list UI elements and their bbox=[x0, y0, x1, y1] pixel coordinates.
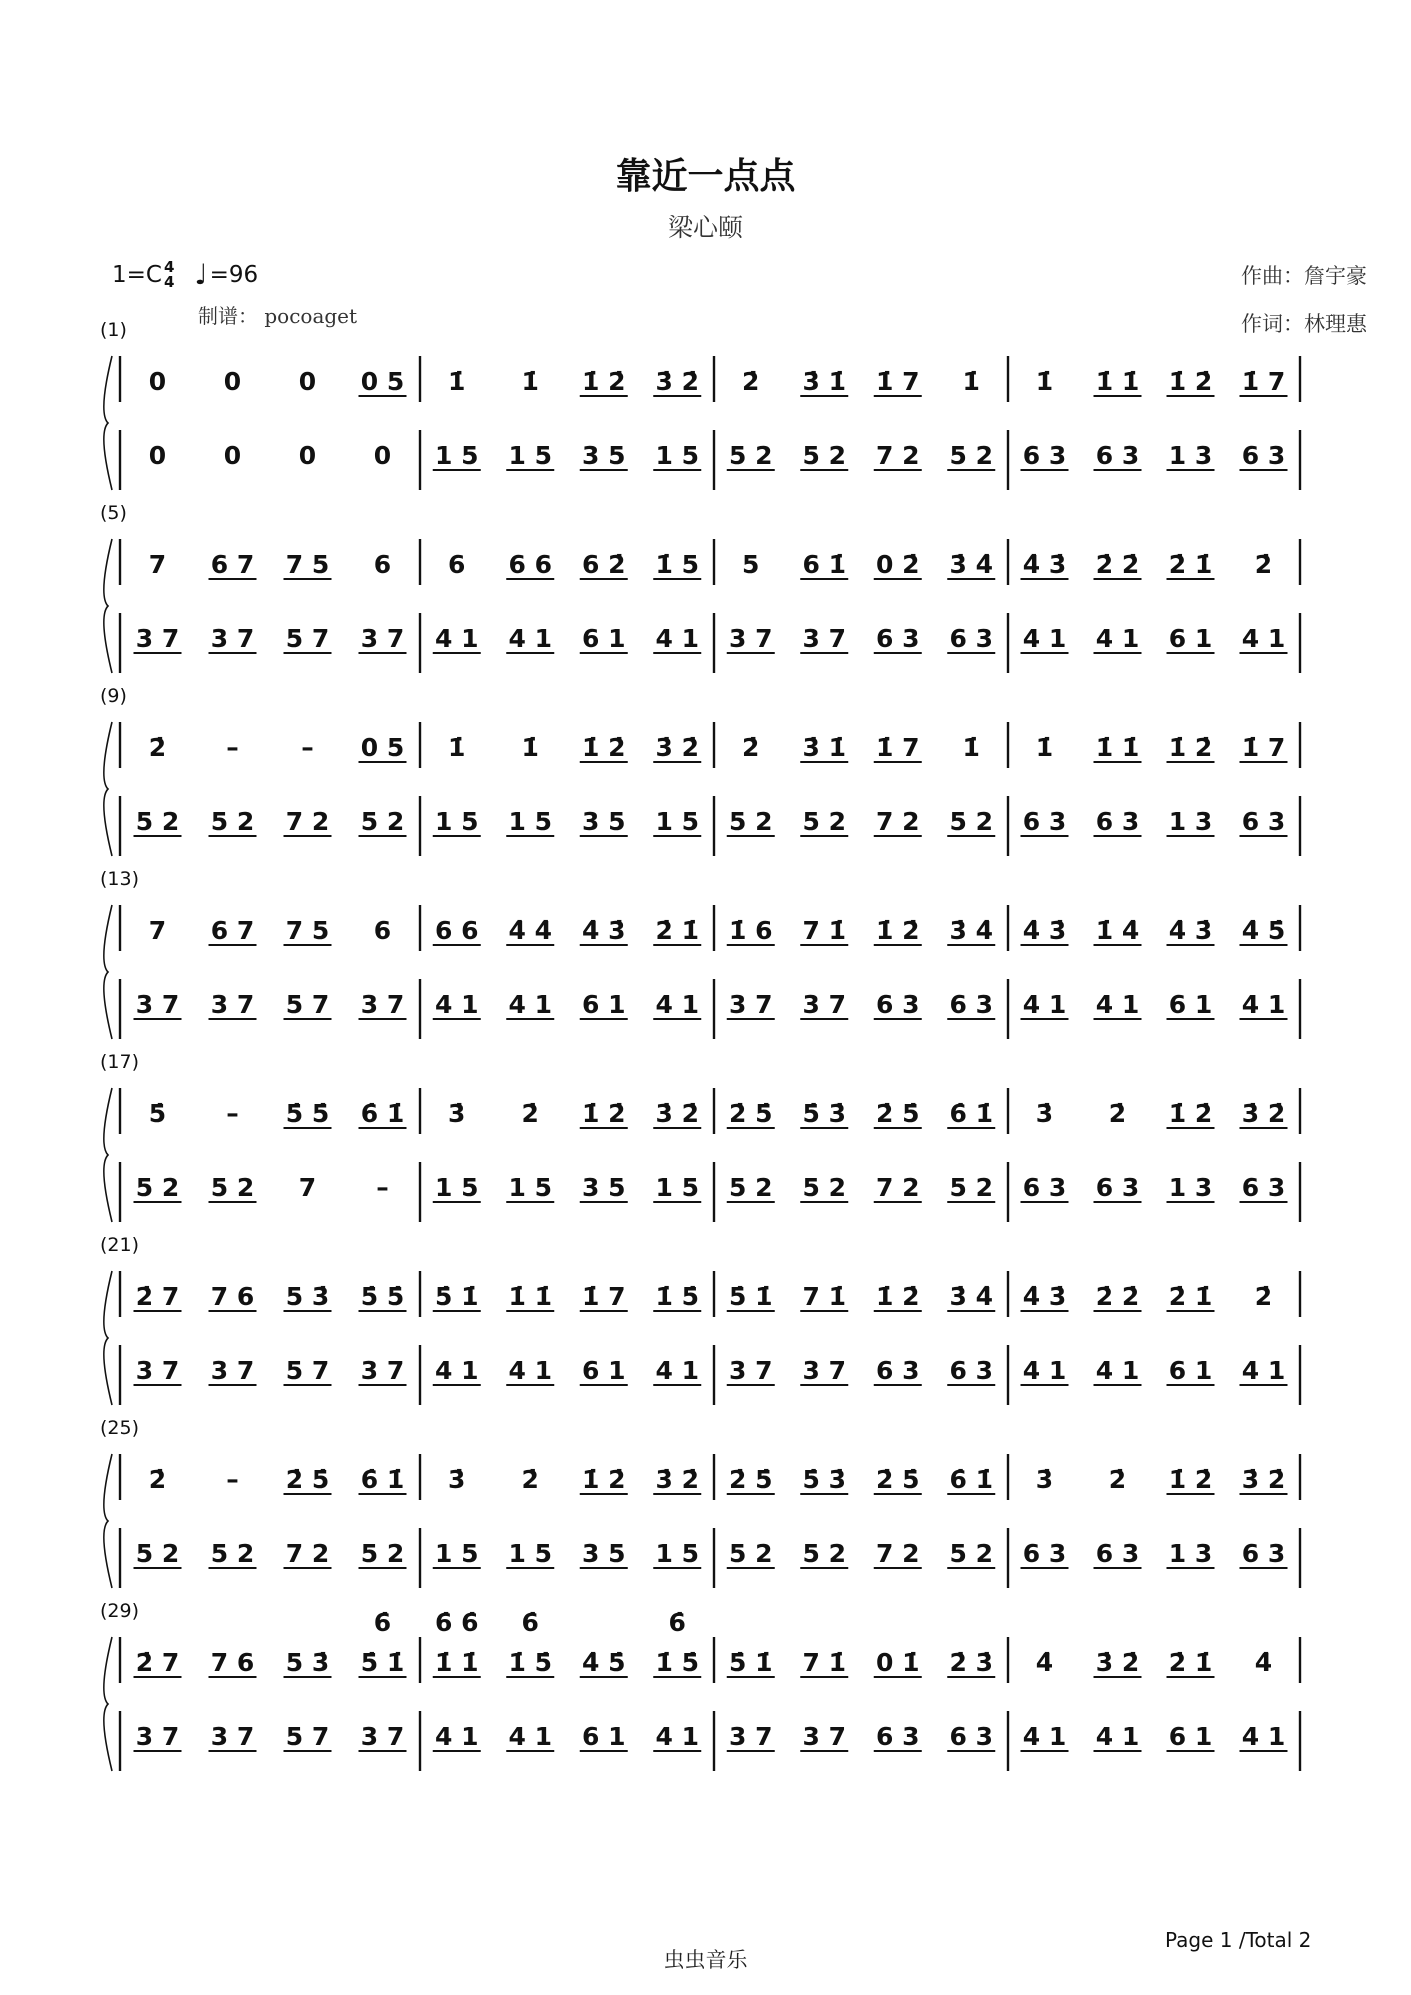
system-brace bbox=[104, 539, 112, 673]
note-group: 3 7 bbox=[360, 624, 405, 653]
note-group: 6 3 bbox=[1241, 807, 1286, 836]
note-group: 5̇ 1̇ bbox=[729, 1282, 773, 1311]
note-group: 6 3 bbox=[949, 990, 993, 1019]
note-group: 1̇ 7 bbox=[582, 1282, 626, 1311]
time-signature-bottom: 4 bbox=[163, 272, 175, 291]
note-group: 1̇ 7 bbox=[1241, 733, 1286, 762]
note-group: 1 5 bbox=[508, 807, 552, 836]
note-group: 3̇ bbox=[1035, 1465, 1054, 1494]
note-group: 5̇ 1̇ bbox=[435, 1282, 479, 1311]
note-group: 4 1 bbox=[508, 624, 552, 653]
tempo-value: =96 bbox=[209, 261, 259, 288]
note-group: 2̇ 1̇ bbox=[1168, 550, 1213, 579]
note-group: 4 1 bbox=[508, 1722, 552, 1751]
note-group: 1 5 bbox=[655, 1539, 699, 1568]
note-group: 1̇ bbox=[448, 367, 466, 396]
note-group: 6 6 bbox=[508, 550, 552, 579]
note-group: 0 bbox=[223, 367, 242, 396]
note-group: 6 bbox=[373, 916, 392, 945]
note-group: 1̇ 1̇ bbox=[435, 1648, 479, 1677]
note-group: 7 2 bbox=[876, 441, 920, 470]
note-group: 7 1̇ bbox=[802, 916, 846, 945]
note-group: 3 5 bbox=[582, 807, 626, 836]
note-group: 2̇ bbox=[521, 1465, 539, 1494]
note-group: 7 2 bbox=[285, 1539, 330, 1568]
note-group: 5 2 bbox=[360, 807, 405, 836]
note-group: 5 2 bbox=[802, 1539, 846, 1568]
note-group: 2̇ bbox=[1254, 550, 1273, 579]
note-group: 6 6 bbox=[435, 916, 479, 945]
footer-brand: 虫虫音乐 bbox=[663, 1948, 748, 1972]
note-group: 1̇ 7 bbox=[1241, 367, 1286, 396]
note-group: 3 7 bbox=[135, 1356, 180, 1385]
note-group: 1 3 bbox=[1168, 1539, 1213, 1568]
note-group: 1̇ bbox=[521, 733, 539, 762]
note-group: 3̇ 1̇ bbox=[802, 733, 846, 762]
note-group: 5 2 bbox=[802, 1173, 846, 1202]
measure-number: (29) bbox=[100, 1600, 140, 1622]
note-group: 3 7 bbox=[802, 1356, 846, 1385]
note-group: 4̇ 5̇ bbox=[582, 1648, 626, 1677]
note-group: 6 3 bbox=[1022, 1173, 1067, 1202]
note-group: 2̇ 5̇ bbox=[729, 1099, 773, 1128]
note-group: 3 7 bbox=[210, 1722, 255, 1751]
note-group: 4̇ 3̇ bbox=[1168, 916, 1213, 945]
note-group: 1̇ 1̇ bbox=[1095, 367, 1140, 396]
note-group: 7 bbox=[298, 1173, 317, 1202]
note-group: 3 7 bbox=[210, 1356, 255, 1385]
note-group: 4 1 bbox=[508, 1356, 552, 1385]
note-group: 1 5 bbox=[508, 1173, 552, 1202]
measure-number: (13) bbox=[100, 868, 140, 890]
note-group: 7 1̇ bbox=[802, 1282, 846, 1311]
note-group: 4 1 bbox=[1022, 1356, 1067, 1385]
arranger-label: 制谱： bbox=[198, 304, 258, 328]
note-group: 2̇ 2̇ bbox=[1095, 1282, 1140, 1311]
note-group: 4 1 bbox=[1241, 1356, 1286, 1385]
note-group: 4 1 bbox=[435, 624, 479, 653]
page-number: Page 1 /Total 2 bbox=[1165, 1928, 1312, 1952]
note-group: 0 2̇ bbox=[876, 550, 920, 579]
note-group: 5 2 bbox=[360, 1539, 405, 1568]
note-group: 6 1 bbox=[1168, 1356, 1213, 1385]
note-group: 6 bbox=[373, 550, 392, 579]
note-group: 5̇ 5̇ bbox=[360, 1282, 405, 1311]
note-group: 3̇ 1̇ bbox=[802, 367, 846, 396]
note-group: 1̇ bbox=[962, 733, 980, 762]
note-group: 1̇ 2̇ bbox=[876, 916, 920, 945]
note-group: 0 5 bbox=[360, 367, 405, 396]
note-group: 4 1 bbox=[655, 1356, 699, 1385]
note-group: 3 5 bbox=[582, 1539, 626, 1568]
note-group: 1̇ 1̇ bbox=[1095, 733, 1140, 762]
note-group: 1̇ bbox=[1035, 733, 1054, 762]
measure-number: (5) bbox=[100, 502, 127, 524]
note-group: 7 2 bbox=[876, 1539, 920, 1568]
lyricist-credit: 作词：林理惠 bbox=[1241, 312, 1367, 336]
note-group: 2̇ bbox=[521, 1099, 539, 1128]
note-group: 1 5 bbox=[655, 807, 699, 836]
note-group: 3̇ 2̇ bbox=[655, 1099, 699, 1128]
note-group: 1 3 bbox=[1168, 1173, 1213, 1202]
note-group: 1 3 bbox=[1168, 441, 1213, 470]
note-group: 3̇ 2̇ bbox=[655, 733, 699, 762]
note-group: 3 7 bbox=[729, 990, 773, 1019]
note-group: 5 2 bbox=[210, 1173, 255, 1202]
note-group: 5 7 bbox=[285, 624, 330, 653]
note-group: 2̇ 5̇ bbox=[729, 1465, 773, 1494]
note-group: 3̇ bbox=[1035, 1099, 1054, 1128]
note-group: 3 5 bbox=[582, 1173, 626, 1202]
note-group: 3̇ 4̇ bbox=[949, 550, 993, 579]
quarter-note-icon: ♩ bbox=[194, 258, 208, 291]
note-group: 1 5 bbox=[508, 1539, 552, 1568]
note-group: 5 7 bbox=[285, 990, 330, 1019]
note-group: 2̇ 7 bbox=[135, 1648, 180, 1677]
note-group: 2̇ 1̇ bbox=[1168, 1282, 1213, 1311]
note-group: 5 3̇ bbox=[285, 1282, 330, 1311]
note-group: 2̇ 7 bbox=[135, 1282, 180, 1311]
note-group: 6 2̇ bbox=[582, 550, 626, 579]
note-group: 7 2 bbox=[285, 807, 330, 836]
note-group: 6 3 bbox=[1241, 1173, 1286, 1202]
note-group: 3 7 bbox=[802, 1722, 846, 1751]
note-group: 3 7 bbox=[802, 624, 846, 653]
note-group: 7 bbox=[148, 916, 167, 945]
note-group: 2̇ bbox=[1108, 1099, 1127, 1128]
note-group: 1̇ 2̇ bbox=[582, 1465, 626, 1494]
note-group: 3̇ 4̇ bbox=[949, 916, 993, 945]
note-group: 5 2 bbox=[729, 441, 773, 470]
note-group: 3 7 bbox=[360, 1722, 405, 1751]
note-group: 7 bbox=[148, 550, 167, 579]
measure-number: (21) bbox=[100, 1234, 140, 1256]
note-group: 3̇ 4̇ bbox=[949, 1282, 993, 1311]
note-group: 6 7 bbox=[210, 916, 255, 945]
note-group: 4 1 bbox=[435, 1356, 479, 1385]
time-signature-top: 4 bbox=[163, 257, 175, 276]
note-group: 4 1 bbox=[1022, 990, 1067, 1019]
note-group: 4̇ 3̇ bbox=[1022, 1282, 1067, 1311]
note-group: 6̇ 1̇ bbox=[360, 1099, 405, 1128]
note-group: 2̇ 2̇ bbox=[1095, 550, 1140, 579]
note-group: 6 1 bbox=[1168, 990, 1213, 1019]
note-group: 1̇ 2̇ bbox=[1168, 367, 1213, 396]
note-group: 1̇ 1̇ bbox=[508, 1282, 552, 1311]
note-group: 0 1̇ bbox=[876, 1648, 920, 1677]
note-group: 6 3 bbox=[949, 1356, 993, 1385]
note-group: 7 2 bbox=[876, 1173, 920, 1202]
note-group: 6 3 bbox=[949, 1722, 993, 1751]
note-group: 7 5 bbox=[285, 550, 330, 579]
note-group: 3̇ 2̇ bbox=[655, 367, 699, 396]
note-group: 0 bbox=[148, 367, 167, 396]
note-group: 6 3 bbox=[876, 990, 920, 1019]
note-group: 1̇ bbox=[962, 367, 980, 396]
note-group: 1 5 bbox=[435, 807, 479, 836]
note-group: 3 7 bbox=[360, 1356, 405, 1385]
note-group: 5 2 bbox=[729, 1539, 773, 1568]
note-group: 5 2 bbox=[135, 1173, 180, 1202]
arranger-name: pocoaget bbox=[264, 304, 358, 328]
note-group: 3 7 bbox=[729, 1356, 773, 1385]
note-group: 2̇ bbox=[148, 1465, 167, 1494]
note-group: 4̇ 5̇ bbox=[1241, 916, 1286, 945]
note-group: 4 1 bbox=[1022, 1722, 1067, 1751]
note-group: 0 bbox=[223, 441, 242, 470]
note-group: 0 bbox=[148, 441, 167, 470]
note-group: 3̇ bbox=[448, 1099, 466, 1128]
note-group: 4 1 bbox=[1095, 624, 1140, 653]
note-group: 7 2 bbox=[876, 807, 920, 836]
note-group: 3 7 bbox=[729, 1722, 773, 1751]
note-group: 3 7 bbox=[135, 1722, 180, 1751]
note-group: 3 5 bbox=[582, 441, 626, 470]
note-group: 2̇ 1̇ bbox=[655, 916, 699, 945]
note-group: 1̇ 5̇ bbox=[508, 1648, 552, 1677]
note-group: 3 7 bbox=[729, 624, 773, 653]
note-group: 6 1 bbox=[582, 1722, 626, 1751]
note-group: 5 2 bbox=[949, 1539, 993, 1568]
note-group: 6 3 bbox=[1022, 441, 1067, 470]
note-group: 2̇ bbox=[148, 733, 167, 762]
note-group: 1̇ 2̇ bbox=[582, 367, 626, 396]
score-title: 靠近一点点 bbox=[615, 156, 796, 197]
note-group: 2̇ bbox=[1108, 1465, 1127, 1494]
system-brace bbox=[104, 1271, 112, 1405]
note-group: 3 7 bbox=[135, 990, 180, 1019]
note-group: 0 bbox=[373, 441, 392, 470]
note-group: – bbox=[376, 1173, 389, 1202]
note-group: 6 1̇ bbox=[802, 550, 846, 579]
note-group: 5̇ 1̇ bbox=[729, 1648, 773, 1677]
note-group: 6 3 bbox=[1241, 441, 1286, 470]
note-group: 5 2 bbox=[802, 441, 846, 470]
measure-number: (25) bbox=[100, 1417, 140, 1439]
note-group: 5 2 bbox=[210, 1539, 255, 1568]
note-group: 1̇ 2̇ bbox=[876, 1282, 920, 1311]
composer-credit: 作曲：詹宇豪 bbox=[1241, 264, 1367, 288]
note-group: 6 1 bbox=[582, 1356, 626, 1385]
artist-name: 梁心颐 bbox=[667, 213, 743, 242]
note-group: 3 7 bbox=[210, 624, 255, 653]
note-group: 4 1 bbox=[1241, 990, 1286, 1019]
note-group: 2̇ bbox=[742, 367, 760, 396]
note-group: 5̇ 1̇ bbox=[360, 1648, 405, 1677]
note-group: 5 2 bbox=[802, 807, 846, 836]
note-group: 4 1 bbox=[1095, 1356, 1140, 1385]
note-group: 6 3 bbox=[876, 1722, 920, 1751]
note-group: 1̇ 2̇ bbox=[1168, 733, 1213, 762]
note-group: 1̇ bbox=[521, 367, 539, 396]
note-group: 4 1 bbox=[1022, 624, 1067, 653]
note-group: 4 1 bbox=[1095, 990, 1140, 1019]
note-group: 4̇ bbox=[1254, 1648, 1273, 1677]
note-group: 1̇ 2̇ bbox=[1168, 1099, 1213, 1128]
note-group: 3 7 bbox=[802, 990, 846, 1019]
note-group: 5 3̇ bbox=[285, 1648, 330, 1677]
system-brace bbox=[104, 1454, 112, 1588]
note-group: 5̇ 5̇ bbox=[285, 1099, 330, 1128]
measure-number: (9) bbox=[100, 685, 127, 707]
note-group: 1 5 bbox=[435, 1539, 479, 1568]
note-group: 6̇ bbox=[373, 1608, 392, 1637]
note-group: 4 1 bbox=[435, 1722, 479, 1751]
note-group: 6 1 bbox=[1168, 1722, 1213, 1751]
note-group: 6 3 bbox=[1095, 441, 1140, 470]
note-group: 4 1 bbox=[1241, 624, 1286, 653]
note-group: 3 7 bbox=[360, 990, 405, 1019]
note-group: 0 bbox=[298, 441, 317, 470]
note-group: 4 1 bbox=[655, 990, 699, 1019]
note-group: 6̇ 6̇ bbox=[435, 1608, 479, 1637]
note-group: 3̇ 2̇ bbox=[655, 1465, 699, 1494]
note-group: 1 5 bbox=[655, 1173, 699, 1202]
note-group: 6 3 bbox=[1022, 1539, 1067, 1568]
note-group: 2̇ 5̇ bbox=[876, 1099, 920, 1128]
note-group: 6̇ 1̇ bbox=[949, 1465, 993, 1494]
note-group: 6 3 bbox=[1022, 807, 1067, 836]
note-group: 5̇ 3̇ bbox=[802, 1465, 846, 1494]
note-group: 5 2 bbox=[729, 1173, 773, 1202]
note-group: 2̇ bbox=[742, 733, 760, 762]
note-group: 4̇ 3̇ bbox=[582, 916, 626, 945]
note-group: 6 bbox=[448, 550, 466, 579]
note-group: 4 1 bbox=[508, 990, 552, 1019]
measure-number: (1) bbox=[100, 319, 127, 341]
note-group: 6 7 bbox=[210, 550, 255, 579]
note-group: 5̇ 3̇ bbox=[802, 1099, 846, 1128]
note-group: 4 1 bbox=[655, 624, 699, 653]
note-group: 6̇ bbox=[521, 1608, 539, 1637]
note-group: 5 7 bbox=[285, 1356, 330, 1385]
note-group: 1̇ 5 bbox=[655, 550, 699, 579]
note-group: 1̇ 5̇ bbox=[655, 1282, 699, 1311]
note-group: 1̇ 4̇ bbox=[1095, 916, 1140, 945]
note-group: 3̇ 2̇ bbox=[1095, 1648, 1140, 1677]
note-group: 1 5 bbox=[508, 441, 552, 470]
system-brace bbox=[104, 1088, 112, 1222]
note-group: – bbox=[301, 733, 314, 762]
note-group: 3 7 bbox=[210, 990, 255, 1019]
note-group: 1̇ 7 bbox=[876, 367, 920, 396]
note-group: 4 1 bbox=[435, 990, 479, 1019]
note-group: 5̇ bbox=[148, 1099, 167, 1128]
note-group: 5 2 bbox=[135, 1539, 180, 1568]
note-group: – bbox=[226, 1465, 239, 1494]
note-group: 6 3 bbox=[949, 624, 993, 653]
note-group: 1 5 bbox=[655, 441, 699, 470]
note-group: 5 2 bbox=[210, 807, 255, 836]
note-group: 1̇ 6 bbox=[729, 916, 773, 945]
note-group: 1 5 bbox=[435, 441, 479, 470]
note-group: 6̇ 1̇ bbox=[949, 1099, 993, 1128]
note-group: 5 2 bbox=[949, 1173, 993, 1202]
note-group: 2̇ bbox=[1254, 1282, 1273, 1311]
note-group: 6 1 bbox=[1168, 624, 1213, 653]
measure-number: (17) bbox=[100, 1051, 140, 1073]
note-group: 4̇ 3̇ bbox=[1022, 550, 1067, 579]
note-group: 5 2 bbox=[729, 807, 773, 836]
note-group: 6̇ 1̇ bbox=[360, 1465, 405, 1494]
note-group: 7 5 bbox=[285, 916, 330, 945]
note-group: 5 2 bbox=[135, 807, 180, 836]
note-group: 6 3 bbox=[876, 624, 920, 653]
note-group: 3 7 bbox=[135, 624, 180, 653]
system-brace bbox=[104, 905, 112, 1039]
note-group: 2̇ 3̇ bbox=[949, 1648, 993, 1677]
note-group: 5 2 bbox=[949, 441, 993, 470]
note-group: 1̇ 2̇ bbox=[582, 1099, 626, 1128]
note-group: – bbox=[226, 733, 239, 762]
note-group: – bbox=[226, 1099, 239, 1128]
note-group: 1̇ 5̇ bbox=[655, 1648, 699, 1677]
note-group: 7 6 bbox=[210, 1648, 255, 1677]
note-group: 4 1 bbox=[1095, 1722, 1140, 1751]
note-group: 4̇ bbox=[1035, 1648, 1054, 1677]
note-group: 7 6 bbox=[210, 1282, 255, 1311]
note-group: 4 1 bbox=[655, 1722, 699, 1751]
note-group: 6 3 bbox=[1095, 1539, 1140, 1568]
note-group: 0 bbox=[298, 367, 317, 396]
key-signature: 1=C bbox=[112, 261, 162, 288]
note-group: 6̇ bbox=[668, 1608, 686, 1637]
note-group: 1 3 bbox=[1168, 807, 1213, 836]
note-group: 2̇ 1̇ bbox=[1168, 1648, 1213, 1677]
note-group: 4̇ 4̇ bbox=[508, 916, 552, 945]
note-group: 1̇ 2̇ bbox=[1168, 1465, 1213, 1494]
note-group: 2̇ 5̇ bbox=[285, 1465, 330, 1494]
note-group: 5 bbox=[742, 550, 760, 579]
note-group: 1̇ 2̇ bbox=[582, 733, 626, 762]
note-group: 6 3 bbox=[1095, 1173, 1140, 1202]
note-group: 6 1 bbox=[582, 990, 626, 1019]
note-group: 1 5 bbox=[435, 1173, 479, 1202]
note-group: 1̇ bbox=[1035, 367, 1054, 396]
note-group: 3̇ 2̇ bbox=[1241, 1465, 1286, 1494]
system-brace bbox=[104, 1637, 112, 1771]
system-brace bbox=[104, 356, 112, 490]
note-group: 6 3 bbox=[1095, 807, 1140, 836]
note-group: 5 2 bbox=[949, 807, 993, 836]
note-group: 6 1 bbox=[582, 624, 626, 653]
note-group: 0 5 bbox=[360, 733, 405, 762]
note-group: 1̇ bbox=[448, 733, 466, 762]
note-group: 1̇ 7 bbox=[876, 733, 920, 762]
note-group: 2̇ 5̇ bbox=[876, 1465, 920, 1494]
note-group: 7 1̇ bbox=[802, 1648, 846, 1677]
note-group: 4̇ 3̇ bbox=[1022, 916, 1067, 945]
note-group: 3̇ bbox=[448, 1465, 466, 1494]
note-group: 5 7 bbox=[285, 1722, 330, 1751]
note-group: 6 3 bbox=[1241, 1539, 1286, 1568]
note-group: 4 1 bbox=[1241, 1722, 1286, 1751]
note-group: 3̇ 2̇ bbox=[1241, 1099, 1286, 1128]
note-group: 6 3 bbox=[876, 1356, 920, 1385]
system-brace bbox=[104, 722, 112, 856]
